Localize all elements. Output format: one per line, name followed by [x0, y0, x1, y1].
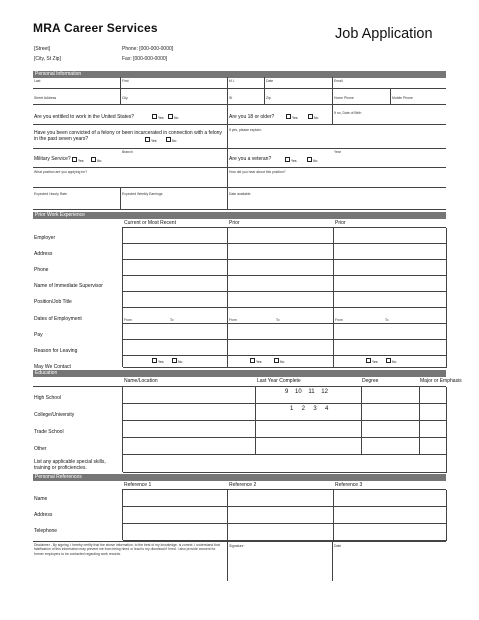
- from-label: From: [124, 318, 132, 322]
- over-18-question: Are you 18 or older?: [229, 114, 275, 120]
- military-no-label: No: [97, 159, 102, 163]
- contact-yes-label: Yes: [372, 360, 378, 364]
- reference-cell[interactable]: [334, 507, 447, 524]
- work-cell[interactable]: [228, 276, 334, 292]
- contact-no-label: No: [280, 360, 285, 364]
- work-row-label: Pay: [34, 332, 43, 338]
- felony-yes-label: Yes: [151, 139, 157, 143]
- entitled-to-work-question: Are you entitled to work in the United States?: [34, 114, 135, 120]
- work-cell[interactable]: [228, 324, 334, 340]
- document-title: Job Application: [335, 26, 433, 42]
- work-cell[interactable]: [334, 340, 447, 356]
- felony-no-label: No: [172, 139, 177, 143]
- section-prior-work-experience: Prior Work Experience: [33, 212, 446, 219]
- from-label: From: [335, 318, 343, 322]
- email-label: Email: [334, 79, 343, 83]
- entitled-yes-checkbox[interactable]: [152, 114, 157, 119]
- work-cell[interactable]: [228, 308, 334, 324]
- personal-row1-inputs[interactable]: [33, 83, 446, 88]
- to-label: To: [170, 318, 174, 322]
- education-cell[interactable]: [123, 421, 256, 438]
- high-school-years[interactable]: 9 10 11 12: [285, 389, 328, 395]
- education-cell[interactable]: [420, 421, 447, 438]
- col-reference-3: Reference 3: [335, 482, 363, 488]
- education-cell[interactable]: [362, 404, 420, 421]
- work-cell[interactable]: [334, 244, 447, 260]
- date-available-label: Date available: [229, 192, 251, 196]
- reference-cell[interactable]: [123, 507, 228, 524]
- over-18-yes-checkbox[interactable]: [286, 114, 291, 119]
- work-cell[interactable]: [334, 228, 447, 244]
- education-row-label: Trade School: [34, 429, 64, 435]
- military-no-checkbox[interactable]: [91, 157, 96, 162]
- felony-question: Have you been convicted of a felony or been incarcerated in connection with a felony in the past seven years?: [34, 130, 222, 143]
- col-degree: Degree: [362, 378, 379, 384]
- work-row-label: Position/Job Title: [34, 299, 72, 305]
- education-cell[interactable]: [123, 438, 256, 455]
- felony-yes-checkbox[interactable]: [145, 137, 150, 142]
- over-18-no-checkbox[interactable]: [308, 114, 313, 119]
- last-name-label: Last: [34, 79, 41, 83]
- section-education: Education: [33, 370, 446, 377]
- work-cell[interactable]: [334, 308, 447, 324]
- col-prior2-employer: Prior: [335, 220, 346, 226]
- work-row-label: Name of Immediate Supervisor: [34, 283, 103, 289]
- education-cell[interactable]: [123, 387, 256, 404]
- year-label: Year: [334, 150, 341, 154]
- military-service-question: Military Service?: [34, 156, 71, 162]
- felony-no-checkbox[interactable]: [166, 137, 171, 142]
- work-cell[interactable]: [228, 340, 334, 356]
- to-label: To: [276, 318, 280, 322]
- veteran-no-checkbox[interactable]: [307, 157, 312, 162]
- reference-cell[interactable]: [228, 490, 334, 507]
- work-cell[interactable]: [334, 324, 447, 340]
- col-major: Major or Emphasis: [420, 378, 462, 384]
- work-cell[interactable]: [123, 228, 228, 244]
- reference-row-label: Address: [34, 512, 53, 518]
- from-label: From: [229, 318, 237, 322]
- disclaimer-text: Disclaimer - By signing, I hereby certify that the above information, to the best of my knowledge, is correct. I understand that falsification of this information may prevent me from being hired or lead to my dismissal if hired. I also provide consent for former employers to be contacted regarding work records.: [34, 543, 220, 556]
- branch-label: Branch: [122, 150, 133, 154]
- education-cell[interactable]: [420, 404, 447, 421]
- company-fax: Fax: [000-000-0000]: [122, 56, 168, 62]
- contact-yes-checkbox[interactable]: [152, 358, 157, 363]
- col-name-location: Name/Location: [124, 378, 158, 384]
- felony-explain-label: If yes, please explain:: [229, 128, 262, 132]
- zip-label: Zip: [266, 96, 271, 100]
- entitled-no-checkbox[interactable]: [168, 114, 173, 119]
- col-reference-1: Reference 1: [124, 482, 152, 488]
- college-years[interactable]: 1 2 3 4: [290, 406, 329, 412]
- work-cell[interactable]: [334, 276, 447, 292]
- work-row-label: May We Contact: [34, 364, 71, 370]
- work-cell[interactable]: [123, 276, 228, 292]
- work-cell[interactable]: [123, 292, 228, 308]
- work-row-label: Dates of Employment: [34, 316, 82, 322]
- date-label: Date: [266, 79, 274, 83]
- entitled-yes-label: Yes: [158, 116, 164, 120]
- veteran-yes-checkbox[interactable]: [285, 157, 290, 162]
- signature-date-field[interactable]: [333, 550, 445, 580]
- reference-cell[interactable]: [123, 524, 228, 541]
- work-row-label: Reason for Leaving: [34, 348, 78, 354]
- work-cell[interactable]: [123, 340, 228, 356]
- contact-yes-label: Yes: [256, 360, 262, 364]
- col-current-employer: Current or Most Recent: [124, 220, 176, 226]
- over-18-yes-label: Yes: [292, 116, 298, 120]
- education-cell[interactable]: [256, 421, 362, 438]
- section-personal-references: Personal References: [33, 474, 446, 481]
- reference-cell[interactable]: [334, 524, 447, 541]
- reference-cell[interactable]: [123, 490, 228, 507]
- work-cell[interactable]: [228, 292, 334, 308]
- over-18-no-label: No: [314, 116, 319, 120]
- reference-row-label: Name: [34, 496, 48, 502]
- company-phone: Phone: [000-000-0000]: [122, 46, 174, 52]
- education-grid: [122, 386, 446, 472]
- work-cell[interactable]: [228, 260, 334, 276]
- street-address: [Street]: [34, 46, 51, 52]
- reference-row-label: Telephone: [34, 528, 58, 534]
- contact-no-label: No: [178, 360, 183, 364]
- reference-cell[interactable]: [334, 490, 447, 507]
- expected-weekly-label: Expected Weekly Earnings: [122, 192, 163, 196]
- date-of-birth-label: If no, Date of Birth: [334, 111, 362, 115]
- education-cell[interactable]: [256, 438, 362, 455]
- education-cell[interactable]: [420, 387, 447, 404]
- street-address-label: Street Address: [34, 96, 57, 100]
- contact-yes-checkbox[interactable]: [250, 358, 255, 363]
- education-top-rule: [33, 386, 122, 387]
- heard-about-label: How did you hear about this position?: [229, 170, 286, 174]
- education-cell[interactable]: [362, 438, 420, 455]
- work-cell[interactable]: [123, 244, 228, 260]
- education-cell[interactable]: [123, 404, 256, 421]
- contact-no-checkbox[interactable]: [386, 358, 391, 363]
- signature-field[interactable]: [228, 550, 331, 580]
- work-cell[interactable]: [123, 324, 228, 340]
- work-grid: [122, 227, 446, 367]
- work-cell[interactable]: [123, 308, 228, 324]
- reference-cell[interactable]: [228, 524, 334, 541]
- education-row-label: Other: [34, 446, 47, 452]
- education-row-label: High School: [34, 395, 61, 401]
- col-prior-employer: Prior: [229, 220, 240, 226]
- education-cell[interactable]: [362, 421, 420, 438]
- skills-cell[interactable]: [123, 455, 447, 473]
- city-label: City: [122, 96, 128, 100]
- entitled-no-label: No: [174, 116, 179, 120]
- footer-rule: [33, 541, 446, 542]
- contact-no-label: No: [392, 360, 397, 364]
- work-cell[interactable]: [334, 292, 447, 308]
- work-cell[interactable]: [123, 260, 228, 276]
- military-yes-label: Yes: [78, 159, 84, 163]
- skills-label: List any applicable special skills, training or proficiencies.: [34, 459, 106, 471]
- signature-date-label: Date: [334, 544, 342, 548]
- veteran-yes-label: Yes: [291, 159, 297, 163]
- education-row-label: College/University: [34, 412, 75, 418]
- col-reference-2: Reference 2: [229, 482, 257, 488]
- expected-hourly-label: Expected Hourly Rate: [34, 192, 67, 196]
- work-cell[interactable]: [334, 260, 447, 276]
- first-name-label: First: [122, 79, 129, 83]
- company-name: MRA Career Services: [33, 21, 158, 35]
- education-cell[interactable]: [420, 438, 447, 455]
- veteran-question: Are you a veteran?: [229, 156, 272, 162]
- contact-yes-checkbox[interactable]: [366, 358, 371, 363]
- middle-initial-label: M.I.: [229, 79, 235, 83]
- col-last-year-complete: Last Year Complete: [257, 378, 301, 384]
- work-cell[interactable]: [228, 244, 334, 260]
- signature-label: Signature: [229, 544, 244, 548]
- mobile-phone-label: Mobile Phone: [392, 96, 413, 100]
- education-cell[interactable]: [362, 387, 420, 404]
- contact-yes-label: Yes: [158, 360, 164, 364]
- work-row-label: Employer: [34, 235, 56, 241]
- section-personal-information: Personal Information: [33, 71, 446, 78]
- references-grid: [122, 489, 446, 540]
- position-applying-label: What position are you applying for?: [34, 170, 88, 174]
- veteran-no-label: No: [313, 159, 318, 163]
- home-phone-label: Home Phone: [334, 96, 354, 100]
- city-state-zip: [City, St Zip]: [34, 56, 61, 62]
- work-row-label: Address: [34, 251, 53, 257]
- work-row-label: Phone: [34, 267, 49, 273]
- state-label: St: [229, 96, 233, 100]
- contact-no-checkbox[interactable]: [172, 358, 177, 363]
- to-label: To: [385, 318, 389, 322]
- reference-cell[interactable]: [228, 507, 334, 524]
- work-cell[interactable]: [228, 228, 334, 244]
- military-yes-checkbox[interactable]: [72, 157, 77, 162]
- contact-no-checkbox[interactable]: [274, 358, 279, 363]
